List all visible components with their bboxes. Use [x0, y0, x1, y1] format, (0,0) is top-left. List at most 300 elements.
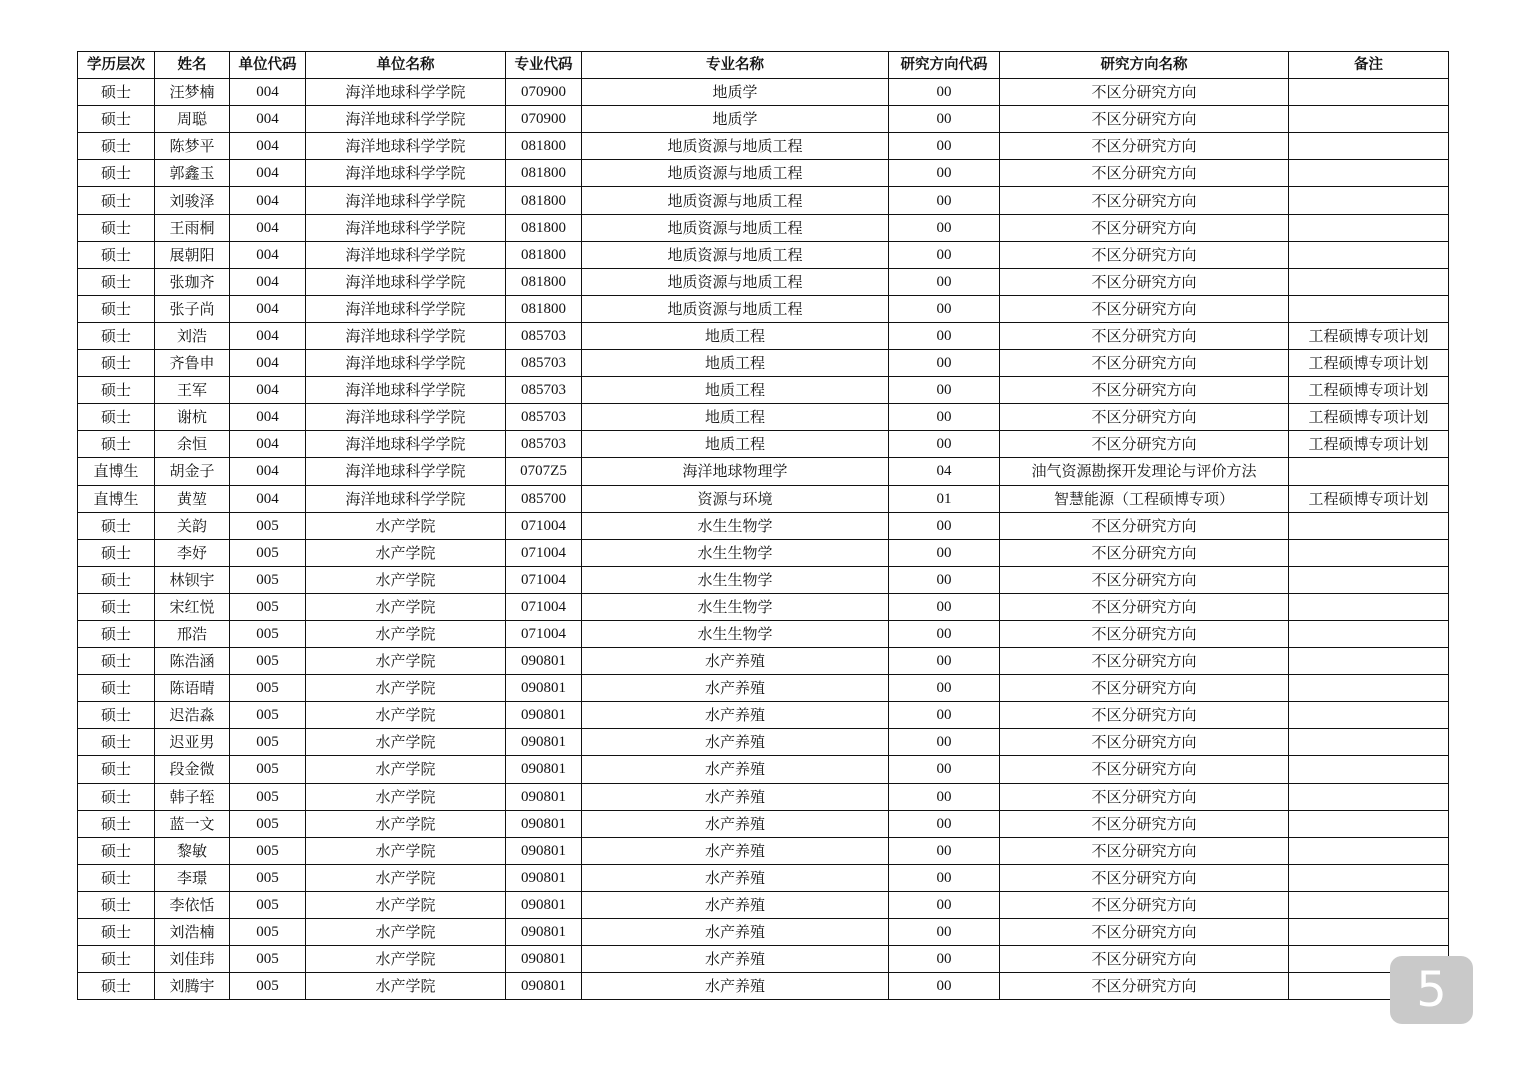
major-code-cell: 090801	[506, 891, 582, 918]
unit-code-cell: 005	[230, 593, 306, 620]
unit-code-cell: 005	[230, 729, 306, 756]
direction-name-cell: 不区分研究方向	[1000, 268, 1289, 295]
direction-code-cell: 00	[889, 350, 1000, 377]
direction-name-cell: 不区分研究方向	[1000, 160, 1289, 187]
major-code-cell: 071004	[506, 620, 582, 647]
table-row	[78, 268, 1449, 295]
unit-code-cell: 004	[230, 241, 306, 268]
table-row	[78, 377, 1449, 404]
name-cell: 郭鑫玉	[155, 160, 230, 187]
major-code-cell: 090801	[506, 729, 582, 756]
direction-code-cell: 00	[889, 946, 1000, 973]
direction-code-cell: 00	[889, 187, 1000, 214]
direction-code-cell: 00	[889, 160, 1000, 187]
major-name-cell: 水产养殖	[582, 729, 889, 756]
table-row	[78, 919, 1449, 946]
direction-name-cell: 不区分研究方向	[1000, 377, 1289, 404]
direction-name-cell: 不区分研究方向	[1000, 783, 1289, 810]
unit-code-cell: 005	[230, 512, 306, 539]
name-cell: 刘腾宇	[155, 973, 230, 1000]
unit-name-cell: 水产学院	[306, 756, 506, 783]
major-name-cell: 海洋地球物理学	[582, 458, 889, 485]
remarks-cell	[1289, 79, 1449, 106]
direction-name-cell: 不区分研究方向	[1000, 620, 1289, 647]
remarks-cell	[1289, 675, 1449, 702]
remarks-cell	[1289, 729, 1449, 756]
unit-code-cell: 004	[230, 268, 306, 295]
degree-level-cell: 硕士	[78, 702, 155, 729]
unit-code-cell: 005	[230, 864, 306, 891]
direction-name-cell: 不区分研究方向	[1000, 837, 1289, 864]
table-row	[78, 133, 1449, 160]
direction-code-cell: 00	[889, 431, 1000, 458]
remarks-cell: 工程硕博专项计划	[1289, 322, 1449, 349]
unit-code-cell: 004	[230, 187, 306, 214]
table-row	[78, 404, 1449, 431]
name-cell: 余恒	[155, 431, 230, 458]
unit-code-cell: 005	[230, 756, 306, 783]
unit-code-cell: 005	[230, 783, 306, 810]
unit-name-cell: 水产学院	[306, 837, 506, 864]
major-name-cell: 地质学	[582, 106, 889, 133]
table-row	[78, 864, 1449, 891]
major-name-cell: 地质资源与地质工程	[582, 160, 889, 187]
degree-level-cell: 硕士	[78, 946, 155, 973]
remarks-cell	[1289, 268, 1449, 295]
unit-name-cell: 水产学院	[306, 783, 506, 810]
table-row	[78, 946, 1449, 973]
remarks-cell	[1289, 783, 1449, 810]
major-name-cell: 水生生物学	[582, 539, 889, 566]
direction-name-cell: 不区分研究方向	[1000, 79, 1289, 106]
major-code-cell: 070900	[506, 79, 582, 106]
major-name-cell: 水产养殖	[582, 891, 889, 918]
direction-code-cell: 00	[889, 133, 1000, 160]
major-code-cell: 081800	[506, 160, 582, 187]
remarks-cell	[1289, 756, 1449, 783]
direction-code-cell: 00	[889, 864, 1000, 891]
major-code-cell: 071004	[506, 512, 582, 539]
degree-level-cell: 直博生	[78, 485, 155, 512]
direction-code-cell: 00	[889, 837, 1000, 864]
unit-code-cell: 005	[230, 620, 306, 647]
major-code-cell: 090801	[506, 837, 582, 864]
remarks-cell: 工程硕博专项计划	[1289, 485, 1449, 512]
table-row	[78, 431, 1449, 458]
unit-name-cell: 水产学院	[306, 864, 506, 891]
remarks-cell	[1289, 702, 1449, 729]
name-cell: 汪梦楠	[155, 79, 230, 106]
direction-name-cell: 不区分研究方向	[1000, 512, 1289, 539]
remarks-cell	[1289, 566, 1449, 593]
direction-code-cell: 04	[889, 458, 1000, 485]
major-name-cell: 水产养殖	[582, 973, 889, 1000]
major-code-cell: 071004	[506, 593, 582, 620]
header-unit-code: 单位代码	[230, 52, 306, 79]
unit-name-cell: 海洋地球科学学院	[306, 350, 506, 377]
table-row	[78, 675, 1449, 702]
table-row	[78, 973, 1449, 1000]
table-row	[78, 810, 1449, 837]
major-code-cell: 090801	[506, 702, 582, 729]
name-cell: 林钡宇	[155, 566, 230, 593]
table-row	[78, 566, 1449, 593]
table-row	[78, 539, 1449, 566]
name-cell: 邢浩	[155, 620, 230, 647]
unit-code-cell: 005	[230, 810, 306, 837]
name-cell: 黎敏	[155, 837, 230, 864]
name-cell: 陈梦平	[155, 133, 230, 160]
name-cell: 韩子轾	[155, 783, 230, 810]
unit-code-cell: 004	[230, 295, 306, 322]
name-cell: 李璟	[155, 864, 230, 891]
table-row	[78, 729, 1449, 756]
name-cell: 关韵	[155, 512, 230, 539]
unit-code-cell: 005	[230, 648, 306, 675]
table-row	[78, 79, 1449, 106]
major-code-cell: 090801	[506, 783, 582, 810]
direction-name-cell: 不区分研究方向	[1000, 539, 1289, 566]
direction-code-cell: 00	[889, 593, 1000, 620]
name-cell: 陈浩涵	[155, 648, 230, 675]
remarks-cell: 工程硕博专项计划	[1289, 404, 1449, 431]
unit-code-cell: 005	[230, 837, 306, 864]
unit-name-cell: 水产学院	[306, 566, 506, 593]
direction-code-cell: 00	[889, 512, 1000, 539]
degree-level-cell: 直博生	[78, 458, 155, 485]
remarks-cell	[1289, 214, 1449, 241]
unit-code-cell: 004	[230, 79, 306, 106]
name-cell: 迟亚男	[155, 729, 230, 756]
direction-name-cell: 不区分研究方向	[1000, 675, 1289, 702]
degree-level-cell: 硕士	[78, 593, 155, 620]
unit-code-cell: 004	[230, 214, 306, 241]
direction-name-cell: 不区分研究方向	[1000, 891, 1289, 918]
unit-name-cell: 水产学院	[306, 891, 506, 918]
degree-level-cell: 硕士	[78, 322, 155, 349]
degree-level-cell: 硕士	[78, 214, 155, 241]
degree-level-cell: 硕士	[78, 268, 155, 295]
major-code-cell: 090801	[506, 675, 582, 702]
name-cell: 王雨桐	[155, 214, 230, 241]
admission-list-sheet	[77, 51, 1448, 1000]
unit-name-cell: 海洋地球科学学院	[306, 160, 506, 187]
unit-name-cell: 海洋地球科学学院	[306, 268, 506, 295]
table-row	[78, 837, 1449, 864]
name-cell: 刘佳玮	[155, 946, 230, 973]
unit-name-cell: 海洋地球科学学院	[306, 404, 506, 431]
major-code-cell: 090801	[506, 919, 582, 946]
unit-code-cell: 005	[230, 946, 306, 973]
degree-level-cell: 硕士	[78, 187, 155, 214]
direction-name-cell: 不区分研究方向	[1000, 214, 1289, 241]
direction-name-cell: 不区分研究方向	[1000, 648, 1289, 675]
remarks-cell	[1289, 133, 1449, 160]
major-code-cell: 085703	[506, 350, 582, 377]
table-row	[78, 756, 1449, 783]
header-remarks: 备注	[1289, 52, 1449, 79]
admission-table	[77, 51, 1449, 1000]
major-name-cell: 水产养殖	[582, 837, 889, 864]
major-code-cell: 081800	[506, 268, 582, 295]
unit-code-cell: 004	[230, 377, 306, 404]
unit-code-cell: 004	[230, 350, 306, 377]
table-row	[78, 648, 1449, 675]
unit-name-cell: 水产学院	[306, 946, 506, 973]
unit-name-cell: 海洋地球科学学院	[306, 187, 506, 214]
major-name-cell: 水产养殖	[582, 756, 889, 783]
unit-name-cell: 水产学院	[306, 919, 506, 946]
unit-code-cell: 004	[230, 322, 306, 349]
name-cell: 谢杭	[155, 404, 230, 431]
unit-code-cell: 004	[230, 431, 306, 458]
name-cell: 陈语晴	[155, 675, 230, 702]
degree-level-cell: 硕士	[78, 675, 155, 702]
major-name-cell: 水产养殖	[582, 919, 889, 946]
direction-name-cell: 不区分研究方向	[1000, 729, 1289, 756]
degree-level-cell: 硕士	[78, 756, 155, 783]
direction-code-cell: 00	[889, 648, 1000, 675]
major-name-cell: 地质工程	[582, 322, 889, 349]
direction-name-cell: 不区分研究方向	[1000, 431, 1289, 458]
table-row	[78, 458, 1449, 485]
remarks-cell	[1289, 864, 1449, 891]
major-name-cell: 水产养殖	[582, 702, 889, 729]
name-cell: 迟浩淼	[155, 702, 230, 729]
table-row	[78, 295, 1449, 322]
direction-name-cell: 不区分研究方向	[1000, 864, 1289, 891]
name-cell: 周聪	[155, 106, 230, 133]
direction-name-cell: 不区分研究方向	[1000, 350, 1289, 377]
degree-level-cell: 硕士	[78, 729, 155, 756]
header-unit-name: 单位名称	[306, 52, 506, 79]
direction-name-cell: 油气资源勘探开发理论与评价方法	[1000, 458, 1289, 485]
table-row	[78, 187, 1449, 214]
unit-code-cell: 005	[230, 566, 306, 593]
unit-name-cell: 海洋地球科学学院	[306, 458, 506, 485]
direction-name-cell: 不区分研究方向	[1000, 295, 1289, 322]
header-major-name: 专业名称	[582, 52, 889, 79]
remarks-cell	[1289, 512, 1449, 539]
direction-code-cell: 00	[889, 702, 1000, 729]
major-name-cell: 地质资源与地质工程	[582, 214, 889, 241]
degree-level-cell: 硕士	[78, 539, 155, 566]
direction-code-cell: 00	[889, 377, 1000, 404]
direction-name-cell: 不区分研究方向	[1000, 106, 1289, 133]
major-name-cell: 地质工程	[582, 404, 889, 431]
unit-name-cell: 水产学院	[306, 729, 506, 756]
direction-code-cell: 00	[889, 241, 1000, 268]
name-cell: 蓝一文	[155, 810, 230, 837]
remarks-cell	[1289, 458, 1449, 485]
major-name-cell: 地质资源与地质工程	[582, 295, 889, 322]
direction-name-cell: 不区分研究方向	[1000, 756, 1289, 783]
unit-name-cell: 水产学院	[306, 512, 506, 539]
name-cell: 宋红悦	[155, 593, 230, 620]
name-cell: 张子尚	[155, 295, 230, 322]
major-name-cell: 地质资源与地质工程	[582, 133, 889, 160]
degree-level-cell: 硕士	[78, 891, 155, 918]
remarks-cell	[1289, 648, 1449, 675]
major-code-cell: 085700	[506, 485, 582, 512]
table-row	[78, 593, 1449, 620]
name-cell: 刘骏泽	[155, 187, 230, 214]
major-code-cell: 081800	[506, 187, 582, 214]
major-code-cell: 090801	[506, 946, 582, 973]
table-body	[78, 79, 1449, 1000]
direction-code-cell: 00	[889, 973, 1000, 1000]
table-row	[78, 783, 1449, 810]
major-code-cell: 085703	[506, 404, 582, 431]
direction-code-cell: 00	[889, 891, 1000, 918]
direction-code-cell: 00	[889, 620, 1000, 647]
major-name-cell: 地质学	[582, 79, 889, 106]
direction-code-cell: 00	[889, 566, 1000, 593]
direction-code-cell: 00	[889, 675, 1000, 702]
direction-name-cell: 不区分研究方向	[1000, 322, 1289, 349]
header-degree-level: 学历层次	[78, 52, 155, 79]
table-row	[78, 241, 1449, 268]
direction-code-cell: 00	[889, 404, 1000, 431]
degree-level-cell: 硕士	[78, 133, 155, 160]
direction-code-cell: 00	[889, 810, 1000, 837]
direction-code-cell: 00	[889, 729, 1000, 756]
major-code-cell: 081800	[506, 241, 582, 268]
degree-level-cell: 硕士	[78, 404, 155, 431]
degree-level-cell: 硕士	[78, 566, 155, 593]
direction-name-cell: 不区分研究方向	[1000, 919, 1289, 946]
major-code-cell: 081800	[506, 214, 582, 241]
direction-name-cell: 不区分研究方向	[1000, 702, 1289, 729]
table-row	[78, 160, 1449, 187]
unit-code-cell: 005	[230, 539, 306, 566]
major-name-cell: 水生生物学	[582, 566, 889, 593]
unit-name-cell: 水产学院	[306, 648, 506, 675]
degree-level-cell: 硕士	[78, 919, 155, 946]
name-cell: 张珈齐	[155, 268, 230, 295]
table-row	[78, 485, 1449, 512]
table-row	[78, 350, 1449, 377]
direction-code-cell: 00	[889, 756, 1000, 783]
unit-name-cell: 海洋地球科学学院	[306, 79, 506, 106]
degree-level-cell: 硕士	[78, 648, 155, 675]
unit-name-cell: 海洋地球科学学院	[306, 133, 506, 160]
remarks-cell	[1289, 160, 1449, 187]
major-code-cell: 081800	[506, 295, 582, 322]
direction-name-cell: 智慧能源（工程硕博专项）	[1000, 485, 1289, 512]
unit-name-cell: 水产学院	[306, 593, 506, 620]
major-name-cell: 地质工程	[582, 431, 889, 458]
remarks-cell	[1289, 539, 1449, 566]
major-name-cell: 水生生物学	[582, 512, 889, 539]
unit-name-cell: 海洋地球科学学院	[306, 295, 506, 322]
major-name-cell: 地质工程	[582, 350, 889, 377]
unit-name-cell: 水产学院	[306, 973, 506, 1000]
unit-code-cell: 004	[230, 133, 306, 160]
remarks-cell	[1289, 837, 1449, 864]
major-code-cell: 085703	[506, 431, 582, 458]
name-cell: 黄堃	[155, 485, 230, 512]
major-code-cell: 090801	[506, 973, 582, 1000]
name-cell: 胡金子	[155, 458, 230, 485]
unit-code-cell: 005	[230, 891, 306, 918]
header-direction-name: 研究方向名称	[1000, 52, 1289, 79]
direction-name-cell: 不区分研究方向	[1000, 593, 1289, 620]
unit-code-cell: 005	[230, 675, 306, 702]
direction-name-cell: 不区分研究方向	[1000, 946, 1289, 973]
remarks-cell	[1289, 295, 1449, 322]
major-code-cell: 071004	[506, 566, 582, 593]
direction-code-cell: 00	[889, 295, 1000, 322]
degree-level-cell: 硕士	[78, 350, 155, 377]
major-code-cell: 0707Z5	[506, 458, 582, 485]
unit-code-cell: 004	[230, 106, 306, 133]
major-name-cell: 资源与环境	[582, 485, 889, 512]
major-name-cell: 地质工程	[582, 377, 889, 404]
degree-level-cell: 硕士	[78, 620, 155, 647]
table-row	[78, 891, 1449, 918]
remarks-cell	[1289, 620, 1449, 647]
remarks-cell	[1289, 187, 1449, 214]
major-name-cell: 地质资源与地质工程	[582, 187, 889, 214]
name-cell: 展朝阳	[155, 241, 230, 268]
degree-level-cell: 硕士	[78, 810, 155, 837]
name-cell: 李依恬	[155, 891, 230, 918]
direction-name-cell: 不区分研究方向	[1000, 241, 1289, 268]
unit-name-cell: 海洋地球科学学院	[306, 485, 506, 512]
major-name-cell: 地质资源与地质工程	[582, 268, 889, 295]
unit-code-cell: 005	[230, 702, 306, 729]
direction-code-cell: 01	[889, 485, 1000, 512]
degree-level-cell: 硕士	[78, 431, 155, 458]
major-name-cell: 水产养殖	[582, 946, 889, 973]
unit-name-cell: 海洋地球科学学院	[306, 241, 506, 268]
major-name-cell: 水产养殖	[582, 783, 889, 810]
unit-code-cell: 004	[230, 458, 306, 485]
major-name-cell: 水产养殖	[582, 810, 889, 837]
unit-name-cell: 海洋地球科学学院	[306, 214, 506, 241]
remarks-cell: 工程硕博专项计划	[1289, 431, 1449, 458]
major-name-cell: 地质资源与地质工程	[582, 241, 889, 268]
table-row	[78, 620, 1449, 647]
degree-level-cell: 硕士	[78, 106, 155, 133]
direction-code-cell: 00	[889, 79, 1000, 106]
name-cell: 刘浩	[155, 322, 230, 349]
degree-level-cell: 硕士	[78, 512, 155, 539]
remarks-cell	[1289, 593, 1449, 620]
major-code-cell: 090801	[506, 648, 582, 675]
table-row	[78, 214, 1449, 241]
table-header-row	[78, 52, 1449, 79]
name-cell: 王军	[155, 377, 230, 404]
direction-name-cell: 不区分研究方向	[1000, 133, 1289, 160]
major-name-cell: 水生生物学	[582, 593, 889, 620]
major-code-cell: 081800	[506, 133, 582, 160]
name-cell: 段金微	[155, 756, 230, 783]
major-name-cell: 水生生物学	[582, 620, 889, 647]
direction-code-cell: 00	[889, 322, 1000, 349]
direction-name-cell: 不区分研究方向	[1000, 973, 1289, 1000]
table-row	[78, 512, 1449, 539]
unit-code-cell: 004	[230, 404, 306, 431]
table-row	[78, 702, 1449, 729]
major-name-cell: 水产养殖	[582, 675, 889, 702]
unit-name-cell: 水产学院	[306, 810, 506, 837]
remarks-cell: 工程硕博专项计划	[1289, 350, 1449, 377]
direction-name-cell: 不区分研究方向	[1000, 566, 1289, 593]
degree-level-cell: 硕士	[78, 295, 155, 322]
name-cell: 李妤	[155, 539, 230, 566]
